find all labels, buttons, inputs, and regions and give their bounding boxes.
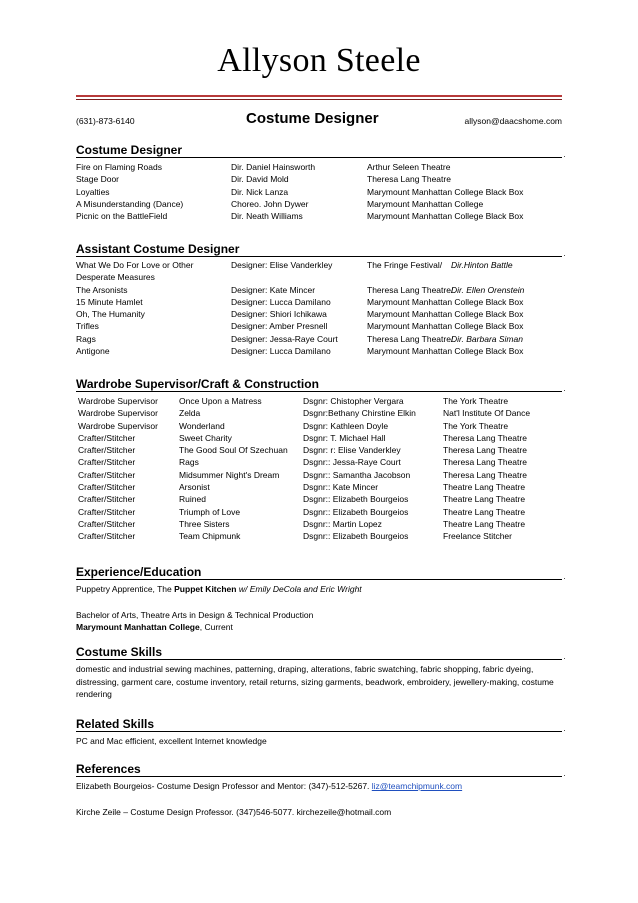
table-cell: Theresa Lang Theatre xyxy=(367,174,451,185)
table-cell: Marymount Manhattan College Black Box xyxy=(367,186,524,197)
table-cell: Designer: Lucca Damilano xyxy=(231,346,331,357)
table-row xyxy=(76,198,562,210)
table-cell: Marymount Manhattan College Black Box xyxy=(367,346,524,357)
table-row xyxy=(76,444,562,456)
section-costume-designer xyxy=(76,141,566,222)
table-row xyxy=(76,259,562,271)
table-row xyxy=(76,296,562,308)
table-cell: Dsgnr:: Elizabeth Bourgeios xyxy=(303,506,409,517)
table-cell: Theatre Lang Theatre xyxy=(443,506,526,517)
table-cell: Marymount Manhattan College Black Box xyxy=(367,211,524,222)
table-cell: What We Do For Love or Other xyxy=(76,260,194,270)
table-cell: Designer: Lucca Damilano xyxy=(231,296,331,307)
table-cell: Marymount Manhattan College Black Box xyxy=(367,309,524,320)
table-cell: Stage Door xyxy=(76,174,119,185)
reference-2: Kirche Zeile – Costume Design Professor. (347)546-5077. kirchezeile@hotmail.com xyxy=(76,806,392,817)
table-cell: Dir.Hinton Battle xyxy=(451,260,513,270)
table-cell: Rags xyxy=(179,457,199,468)
table-cell: Arthur Seleen Theatre xyxy=(367,162,451,172)
table-cell: Choreo. John Dywer xyxy=(231,198,309,209)
table-cell: Crafter/Stitcher xyxy=(78,482,136,493)
education-school: Marymount Manhattan College, Current xyxy=(76,622,233,633)
section-experience xyxy=(76,563,566,634)
related-skills-text: PC and Mac efficient, excellent Internet knowledge xyxy=(76,736,267,746)
section-wardrobe xyxy=(76,375,566,543)
table-cell: Theresa Lang Theatre xyxy=(443,457,527,468)
section-heading: Costume Skills . xyxy=(76,645,566,661)
table-cell: Theresa Lang Theatre xyxy=(443,432,527,443)
table-row xyxy=(76,284,562,296)
job-title: Costume Designer xyxy=(246,110,379,127)
table-cell: Theatre Lang Theatre xyxy=(443,494,526,505)
table-cell: Picnic on the BattleField xyxy=(76,211,168,222)
table-cell: Crafter/Stitcher xyxy=(78,531,136,542)
table-cell: Nat'l Institute Of Dance xyxy=(443,408,531,419)
table-cell: Dir. Daniel Hainsworth xyxy=(231,162,316,172)
table-row xyxy=(76,506,562,518)
table-cell: The Fringe Festival/ xyxy=(367,260,443,270)
table-cell: Wardrobe Supervisor xyxy=(78,396,158,406)
table-row xyxy=(76,518,562,530)
table-cell: Wardrobe Supervisor xyxy=(78,408,158,419)
table-cell: Zelda xyxy=(179,408,201,419)
section-heading: Assistant Costume Designer . xyxy=(76,242,566,258)
table-cell: Dsgnr:: Martin Lopez xyxy=(303,518,382,529)
table-cell: Theresa Lang Theatre xyxy=(443,469,527,480)
table-cell: Crafter/Stitcher xyxy=(78,432,136,443)
table-cell: Freelance Stitcher xyxy=(443,531,512,542)
table-row xyxy=(76,161,562,173)
table-cell: Dsgnr:: Samantha Jacobson xyxy=(303,469,411,480)
table-cell: Marymount Manhattan College Black Box xyxy=(367,296,524,307)
reference-1: Elizabeth Bourgeios- Costume Design Professor and Mentor: (347)-512-5267. liz@teamchipmunk.com xyxy=(76,781,463,791)
section-heading: Wardrobe Supervisor/Craft & Construction . xyxy=(76,377,566,393)
table-cell: Dir. Neath Williams xyxy=(231,211,303,222)
table-cell: Dir. David Mold xyxy=(231,174,289,185)
table-row xyxy=(76,271,562,283)
table-cell: Theresa Lang Theatre/ xyxy=(367,333,454,344)
table-cell: Desperate Measures xyxy=(76,272,155,283)
section-heading: Related Skills . xyxy=(76,717,566,733)
table-cell: Trifles xyxy=(76,321,99,332)
table-cell: Crafter/Stitcher xyxy=(78,469,136,480)
header-rule-thin xyxy=(76,99,562,100)
table-row xyxy=(76,493,562,505)
table-cell: Rags xyxy=(76,333,96,344)
section-heading: Costume Designer . xyxy=(76,143,566,159)
table-cell: Ruined xyxy=(179,494,206,505)
table-cell: Crafter/Stitcher xyxy=(78,494,136,505)
table-cell: Once Upon a Matress xyxy=(179,396,262,406)
table-row xyxy=(76,308,562,320)
table-row xyxy=(76,173,562,185)
table-cell: Crafter/Stitcher xyxy=(78,506,136,517)
table-cell: The York Theatre xyxy=(443,420,509,431)
table-cell: Designer: Shiori Ichikawa xyxy=(231,309,327,320)
section-heading: Experience/Education . xyxy=(76,565,566,581)
phone-number: (631)-873-6140 xyxy=(76,116,135,126)
section-related-skills xyxy=(76,715,566,748)
table-cell: The York Theatre xyxy=(443,396,509,406)
table-cell: Dsgnr:: Elizabeth Bourgeios xyxy=(303,531,409,542)
table-cell: The Arsonists xyxy=(76,284,128,295)
table-cell: Team Chipmunk xyxy=(179,531,241,542)
table-cell: Theresa Lang Theatre xyxy=(443,445,527,456)
table-row xyxy=(76,481,562,493)
table-cell: Dsgnr: Chistopher Vergara xyxy=(303,396,404,406)
table-row xyxy=(76,210,562,222)
table-cell: Wonderland xyxy=(179,420,225,431)
section-assistant-costume-designer xyxy=(76,240,566,357)
table-cell: Dsgnr:: Kate Mincer xyxy=(303,482,379,493)
table-cell: Triumph of Love xyxy=(179,506,241,517)
table-cell: Dsgnr: T. Michael Hall xyxy=(303,432,386,443)
section-costume-skills xyxy=(76,643,566,701)
table-cell: Theatre Lang Theatre xyxy=(443,482,526,493)
table-cell: Fire on Flaming Roads xyxy=(76,162,162,172)
table-cell: Dsgnr:: Jessa-Raye Court xyxy=(303,457,401,468)
reference-email-link[interactable]: liz@teamchipmunk.com xyxy=(371,781,463,791)
table-cell: Arsonist xyxy=(179,482,210,493)
table-cell: 15 Minute Hamlet xyxy=(76,296,143,307)
table-cell: The Good Soul Of Szechuan xyxy=(179,445,288,456)
table-cell: Marymount Manhattan College Black Box xyxy=(367,321,524,332)
table-cell: Dir. Ellen Orenstein xyxy=(451,284,525,295)
table-row xyxy=(76,407,562,419)
table-cell: Loyalties xyxy=(76,186,110,197)
table-cell: Midsummer Night's Dream xyxy=(179,469,280,480)
table-cell: Three Sisters xyxy=(179,518,230,529)
table-row xyxy=(76,395,562,407)
table-cell: Sweet Charity xyxy=(179,432,232,443)
table-cell: A Misunderstanding (Dance) xyxy=(76,198,184,209)
table-cell: Designer: Amber Presnell xyxy=(231,321,328,332)
table-row xyxy=(76,530,562,542)
table-cell: Designer: Jessa-Raye Court xyxy=(231,333,338,344)
table-cell: Marymount Manhattan College xyxy=(367,198,484,209)
table-cell: Dir. Nick Lanza xyxy=(231,186,289,197)
table-row xyxy=(76,469,562,481)
table-cell: Crafter/Stitcher xyxy=(78,518,136,529)
table-row xyxy=(76,333,562,345)
table-cell: Theresa Lang Theatre/ xyxy=(367,284,454,295)
table-cell: Theatre Lang Theatre xyxy=(443,518,526,529)
table-cell: Dsgnr:Bethany Chirstine Elkin xyxy=(303,408,416,419)
section-heading: References . xyxy=(76,762,566,778)
table-row xyxy=(76,320,562,332)
table-cell: Dsgnr: Kathleen Doyle xyxy=(303,420,389,431)
table-cell: Designer: Elise Vanderkley xyxy=(231,260,333,270)
education-degree: Bachelor of Arts, Theatre Arts in Design & Technical Production xyxy=(76,609,314,620)
table-cell: Crafter/Stitcher xyxy=(78,445,136,456)
table-cell: Oh, The Humanity xyxy=(76,309,145,320)
table-cell: Dir. Barbara Siman xyxy=(451,333,523,344)
table-cell: Antigone xyxy=(76,346,110,357)
table-cell: Dsgnr: r: Elise Vanderkley xyxy=(303,445,401,456)
table-row xyxy=(76,432,562,444)
contact-line xyxy=(76,110,562,132)
table-cell: Dsgnr:: Elizabeth Bourgeios xyxy=(303,494,409,505)
candidate-name: Allyson Steele xyxy=(217,42,421,79)
email-address[interactable]: allyson@daacshome.com xyxy=(464,116,562,126)
table-row xyxy=(76,420,562,432)
table-row xyxy=(76,345,562,357)
table-cell: Wardrobe Supervisor xyxy=(78,420,158,431)
header-rule xyxy=(76,95,562,97)
section-references xyxy=(76,760,566,818)
table-cell: Crafter/Stitcher xyxy=(78,457,136,468)
experience-line: Puppetry Apprentice, The Puppet Kitchen w/ Emily DeCola and Eric Wright xyxy=(76,584,362,594)
table-cell: Designer: Kate Mincer xyxy=(231,284,316,295)
table-row xyxy=(76,186,562,198)
skills-text: domestic and industrial sewing machines, patterning, draping, alterations, fabric swatching, fabric shopping, fabric dyeing, distressing, garment care, costume inventory, retail returns, sizing garments, beadwork, embroidery, jewellery-making, costume rendering xyxy=(76,664,554,700)
table-row xyxy=(76,456,562,468)
